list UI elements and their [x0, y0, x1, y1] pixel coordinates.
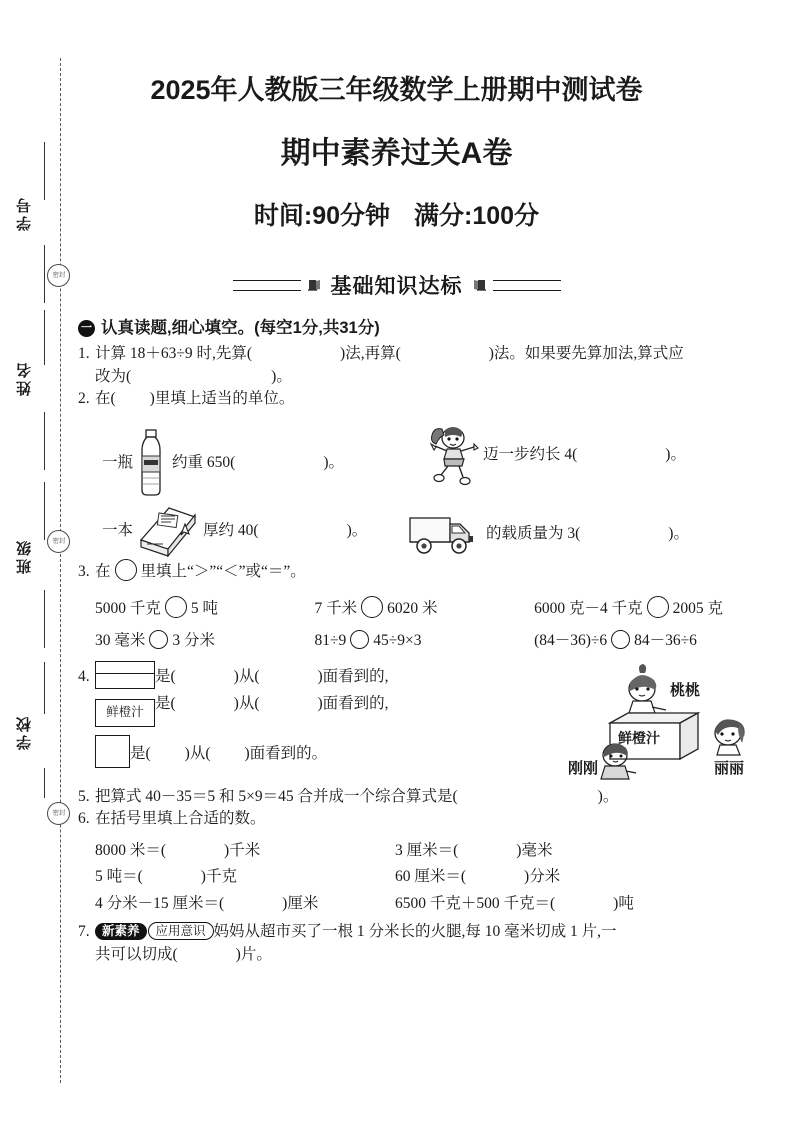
- badge-application-awareness: 应用意识: [148, 922, 214, 940]
- question-7-number: 7.: [78, 923, 90, 940]
- divider-rule-right: [493, 280, 561, 291]
- question-2-number: 2.: [78, 390, 90, 407]
- q3-left-expr: 6000 克－4 千克: [534, 599, 643, 617]
- question-3-number: 3.: [78, 562, 90, 580]
- q6-unit: )千米: [224, 841, 261, 859]
- q6-cell: [95, 869, 395, 885]
- section-title: 基础知识达标: [330, 275, 463, 298]
- q7-text-c: )片。: [235, 946, 272, 963]
- q3-right-expr: 6020 米: [387, 599, 438, 617]
- field-rule: [44, 310, 45, 365]
- part-one-title: 认真读题,细心填空。(每空1分,共31分): [101, 319, 380, 338]
- q7-text-b: 共可以切成(: [95, 946, 178, 963]
- q3-left-expr: 5000 千克: [95, 599, 161, 617]
- q3-prompt-circle[interactable]: [115, 559, 137, 581]
- q3-compare-circle[interactable]: [647, 596, 669, 618]
- page-subtitle: 期中素养过关A卷: [280, 137, 513, 170]
- side-view-shape: 鲜橙汁: [95, 699, 155, 727]
- q6-row-3: [78, 896, 778, 912]
- q6-cell: [95, 896, 395, 912]
- question-5-line: [78, 789, 778, 805]
- q3-row-1: [78, 596, 778, 618]
- question-2: [78, 391, 778, 559]
- question-1-line-1: [78, 346, 778, 362]
- q6-row-2: [78, 869, 778, 885]
- q2-truck-tail: )。: [668, 524, 689, 542]
- field-rule: [44, 412, 45, 470]
- juice-box-scene-icon: [570, 661, 784, 789]
- field-rule: [44, 662, 45, 714]
- q3-prompt-b: 里填上“＞”“＜”或“＝”。: [140, 562, 306, 580]
- q6-expr: 5 吨＝(: [95, 868, 143, 885]
- section-divider: [0, 270, 793, 300]
- q3-compare-circle[interactable]: [165, 596, 187, 618]
- q6-row-1: [78, 843, 778, 859]
- question-2-prompt: [78, 391, 778, 407]
- scene-box-label: 鲜橙汁: [618, 729, 660, 746]
- q1-text-a: 计算 18＋63÷9 时,先算(: [95, 345, 253, 362]
- q3-left-expr: 30 毫米: [95, 631, 146, 649]
- q3-right-expr: 3 分米: [172, 631, 216, 649]
- q2-item-book: [102, 502, 367, 560]
- q3-left-expr: 81÷9: [314, 631, 347, 649]
- badge-new-literacy: 新素养: [95, 923, 147, 940]
- q6-expr: 60 厘米＝(: [395, 868, 467, 885]
- q2-item-truck: [406, 510, 689, 558]
- margin-field-school: 学校: [16, 714, 33, 750]
- question-4-number: 4.: [78, 667, 90, 685]
- q5-text-a: 把算式 40－35＝5 和 5×9＝45 合并成一个综合算式是(: [95, 787, 458, 805]
- q6-unit: )吨: [613, 894, 634, 912]
- q7-text-a: 妈妈从超市买了一根 1 分米长的火腿,每 10 毫米切成 1 片,一: [213, 923, 617, 940]
- q6-cell: [395, 843, 695, 859]
- q2-item-bottle: [102, 428, 344, 498]
- score-label: 满分:100分: [414, 202, 540, 230]
- q4-text-mid: 是(: [155, 667, 176, 685]
- question-1: [78, 346, 778, 384]
- q3-right-expr: 84－36÷6: [634, 631, 697, 649]
- q6-cell: [395, 896, 695, 912]
- question-7-line-2: [78, 947, 778, 963]
- q3-cell: [95, 630, 315, 649]
- field-rule: [44, 768, 45, 798]
- q1-text-c: )法。如果要先算加法,算式应: [488, 345, 684, 362]
- person-taotao-icon: [629, 664, 666, 713]
- question-7: [78, 922, 778, 963]
- question-body: [78, 320, 778, 970]
- q6-prompt: 在括号里填上合适的数。: [95, 810, 266, 827]
- q3-cell: [95, 596, 315, 618]
- q6-expr: 4 分米－15 厘米＝(: [95, 894, 225, 912]
- question-6-prompt: [78, 811, 778, 827]
- margin-field-class: 班级: [16, 538, 33, 574]
- q3-cell: [315, 630, 535, 649]
- q6-unit: )毫米: [516, 841, 553, 859]
- margin-field-student-id: 学号: [16, 195, 33, 231]
- truck-icon: [406, 510, 484, 558]
- question-5: [78, 789, 778, 805]
- q4-text-from: )从(: [233, 667, 260, 685]
- top-view-shape: [95, 735, 130, 768]
- q2-truck-after: 的载质量为 3(: [486, 524, 581, 542]
- q6-expr: 6500 千克＋500 千克＝(: [395, 894, 556, 912]
- q2-book-tail: )。: [346, 521, 368, 539]
- water-bottle-icon: [133, 428, 169, 498]
- time-label: 时间:90分钟: [253, 202, 391, 230]
- front-view-shape: [95, 661, 155, 689]
- q1-text-d: 改为(: [95, 367, 132, 385]
- page-title: 2025年人教版三年级数学上册期中测试卷: [150, 75, 643, 105]
- q3-cell: [315, 596, 535, 618]
- question-3-prompt: [78, 559, 778, 581]
- q3-right-expr: 45÷9×3: [373, 631, 422, 649]
- q6-expr: 8000 米＝(: [95, 841, 167, 859]
- book-icon: [133, 502, 201, 560]
- q4-text-tail: )面看到的,: [317, 667, 389, 685]
- q6-cell: [95, 843, 395, 859]
- q3-left-expr: (84－36)÷6: [534, 631, 608, 649]
- q2-girl-after: 迈一步约长 4(: [483, 445, 578, 463]
- q3-compare-circle[interactable]: [350, 630, 369, 649]
- question-2-items: [78, 414, 778, 559]
- part-number-badge: 一: [78, 320, 95, 337]
- seal-mark-icon: 密封: [47, 802, 70, 825]
- q5-text-b: )。: [597, 787, 619, 805]
- field-rule: [44, 590, 45, 648]
- q4-text-tail: )面看到的。: [244, 744, 328, 762]
- seal-mark-icon: 密封: [47, 530, 70, 553]
- person-lili-icon: [715, 719, 745, 755]
- q2-item-girl: [423, 424, 686, 486]
- question-6: [78, 811, 778, 911]
- question-1-line-2: [78, 369, 778, 385]
- q1-text-e: )。: [271, 367, 292, 385]
- q4-text-from: )从(: [233, 694, 260, 712]
- q4-scene-illustration: [570, 661, 784, 789]
- book-flag-icon: [471, 277, 488, 294]
- q2-bottle-tail: )。: [323, 453, 344, 471]
- q1-text-b: )法,再算(: [340, 345, 401, 362]
- q2-book-before: 一本: [102, 521, 134, 539]
- q2-bottle-after: 约重 650(: [172, 453, 236, 471]
- book-flag-icon: [306, 277, 323, 294]
- q2-prompt-a: 在(: [95, 390, 116, 407]
- scene-label-ganggang: 刚刚: [568, 759, 599, 777]
- q6-expr: 3 厘米＝(: [395, 841, 459, 859]
- q2-girl-tail: )。: [665, 445, 686, 463]
- q3-compare-circle[interactable]: [361, 596, 383, 618]
- q3-right-expr: 5 吨: [190, 599, 219, 617]
- divider-rule-left: [233, 280, 301, 291]
- part-one-heading: [78, 320, 778, 337]
- q4-text-mid: 是(: [155, 694, 176, 712]
- q6-cell: [395, 869, 695, 885]
- q4-text-from: )从(: [184, 744, 211, 762]
- question-3: [78, 559, 778, 649]
- q4-text-tail: )面看到的,: [317, 694, 389, 712]
- q3-compare-circle[interactable]: [149, 630, 168, 649]
- question-6-number: 6.: [78, 810, 90, 827]
- scene-label-taotao: 桃桃: [670, 681, 701, 699]
- question-4: [78, 661, 778, 783]
- q6-unit: )分米: [524, 868, 561, 885]
- question-7-line-1: [78, 922, 778, 940]
- q2-prompt-b: )里填上适当的单位。: [149, 390, 295, 407]
- scene-label-lili: 丽丽: [714, 759, 745, 777]
- q4-text-mid: 是(: [130, 744, 151, 762]
- seal-mark-icon: 密封: [47, 264, 70, 287]
- q3-cell: [534, 596, 778, 618]
- q6-unit: )厘米: [282, 894, 319, 912]
- girl-walking-icon: [423, 424, 481, 486]
- field-rule: [44, 482, 45, 540]
- q6-unit: )千克: [200, 868, 237, 885]
- q3-prompt-a: 在: [95, 562, 111, 580]
- q3-left-expr: 7 千米: [314, 599, 358, 617]
- q2-book-after: 厚约 40(: [203, 521, 259, 539]
- question-1-number: 1.: [78, 345, 90, 362]
- q3-cell: [534, 630, 778, 649]
- q3-right-expr: 2005 克: [672, 599, 723, 617]
- margin-field-name: 姓名: [16, 360, 33, 396]
- question-5-number: 5.: [78, 787, 90, 805]
- exam-meta: [0, 196, 793, 232]
- q3-row-2: [78, 630, 778, 649]
- q3-compare-circle[interactable]: [611, 630, 630, 649]
- q2-bottle-before: 一瓶: [102, 453, 134, 471]
